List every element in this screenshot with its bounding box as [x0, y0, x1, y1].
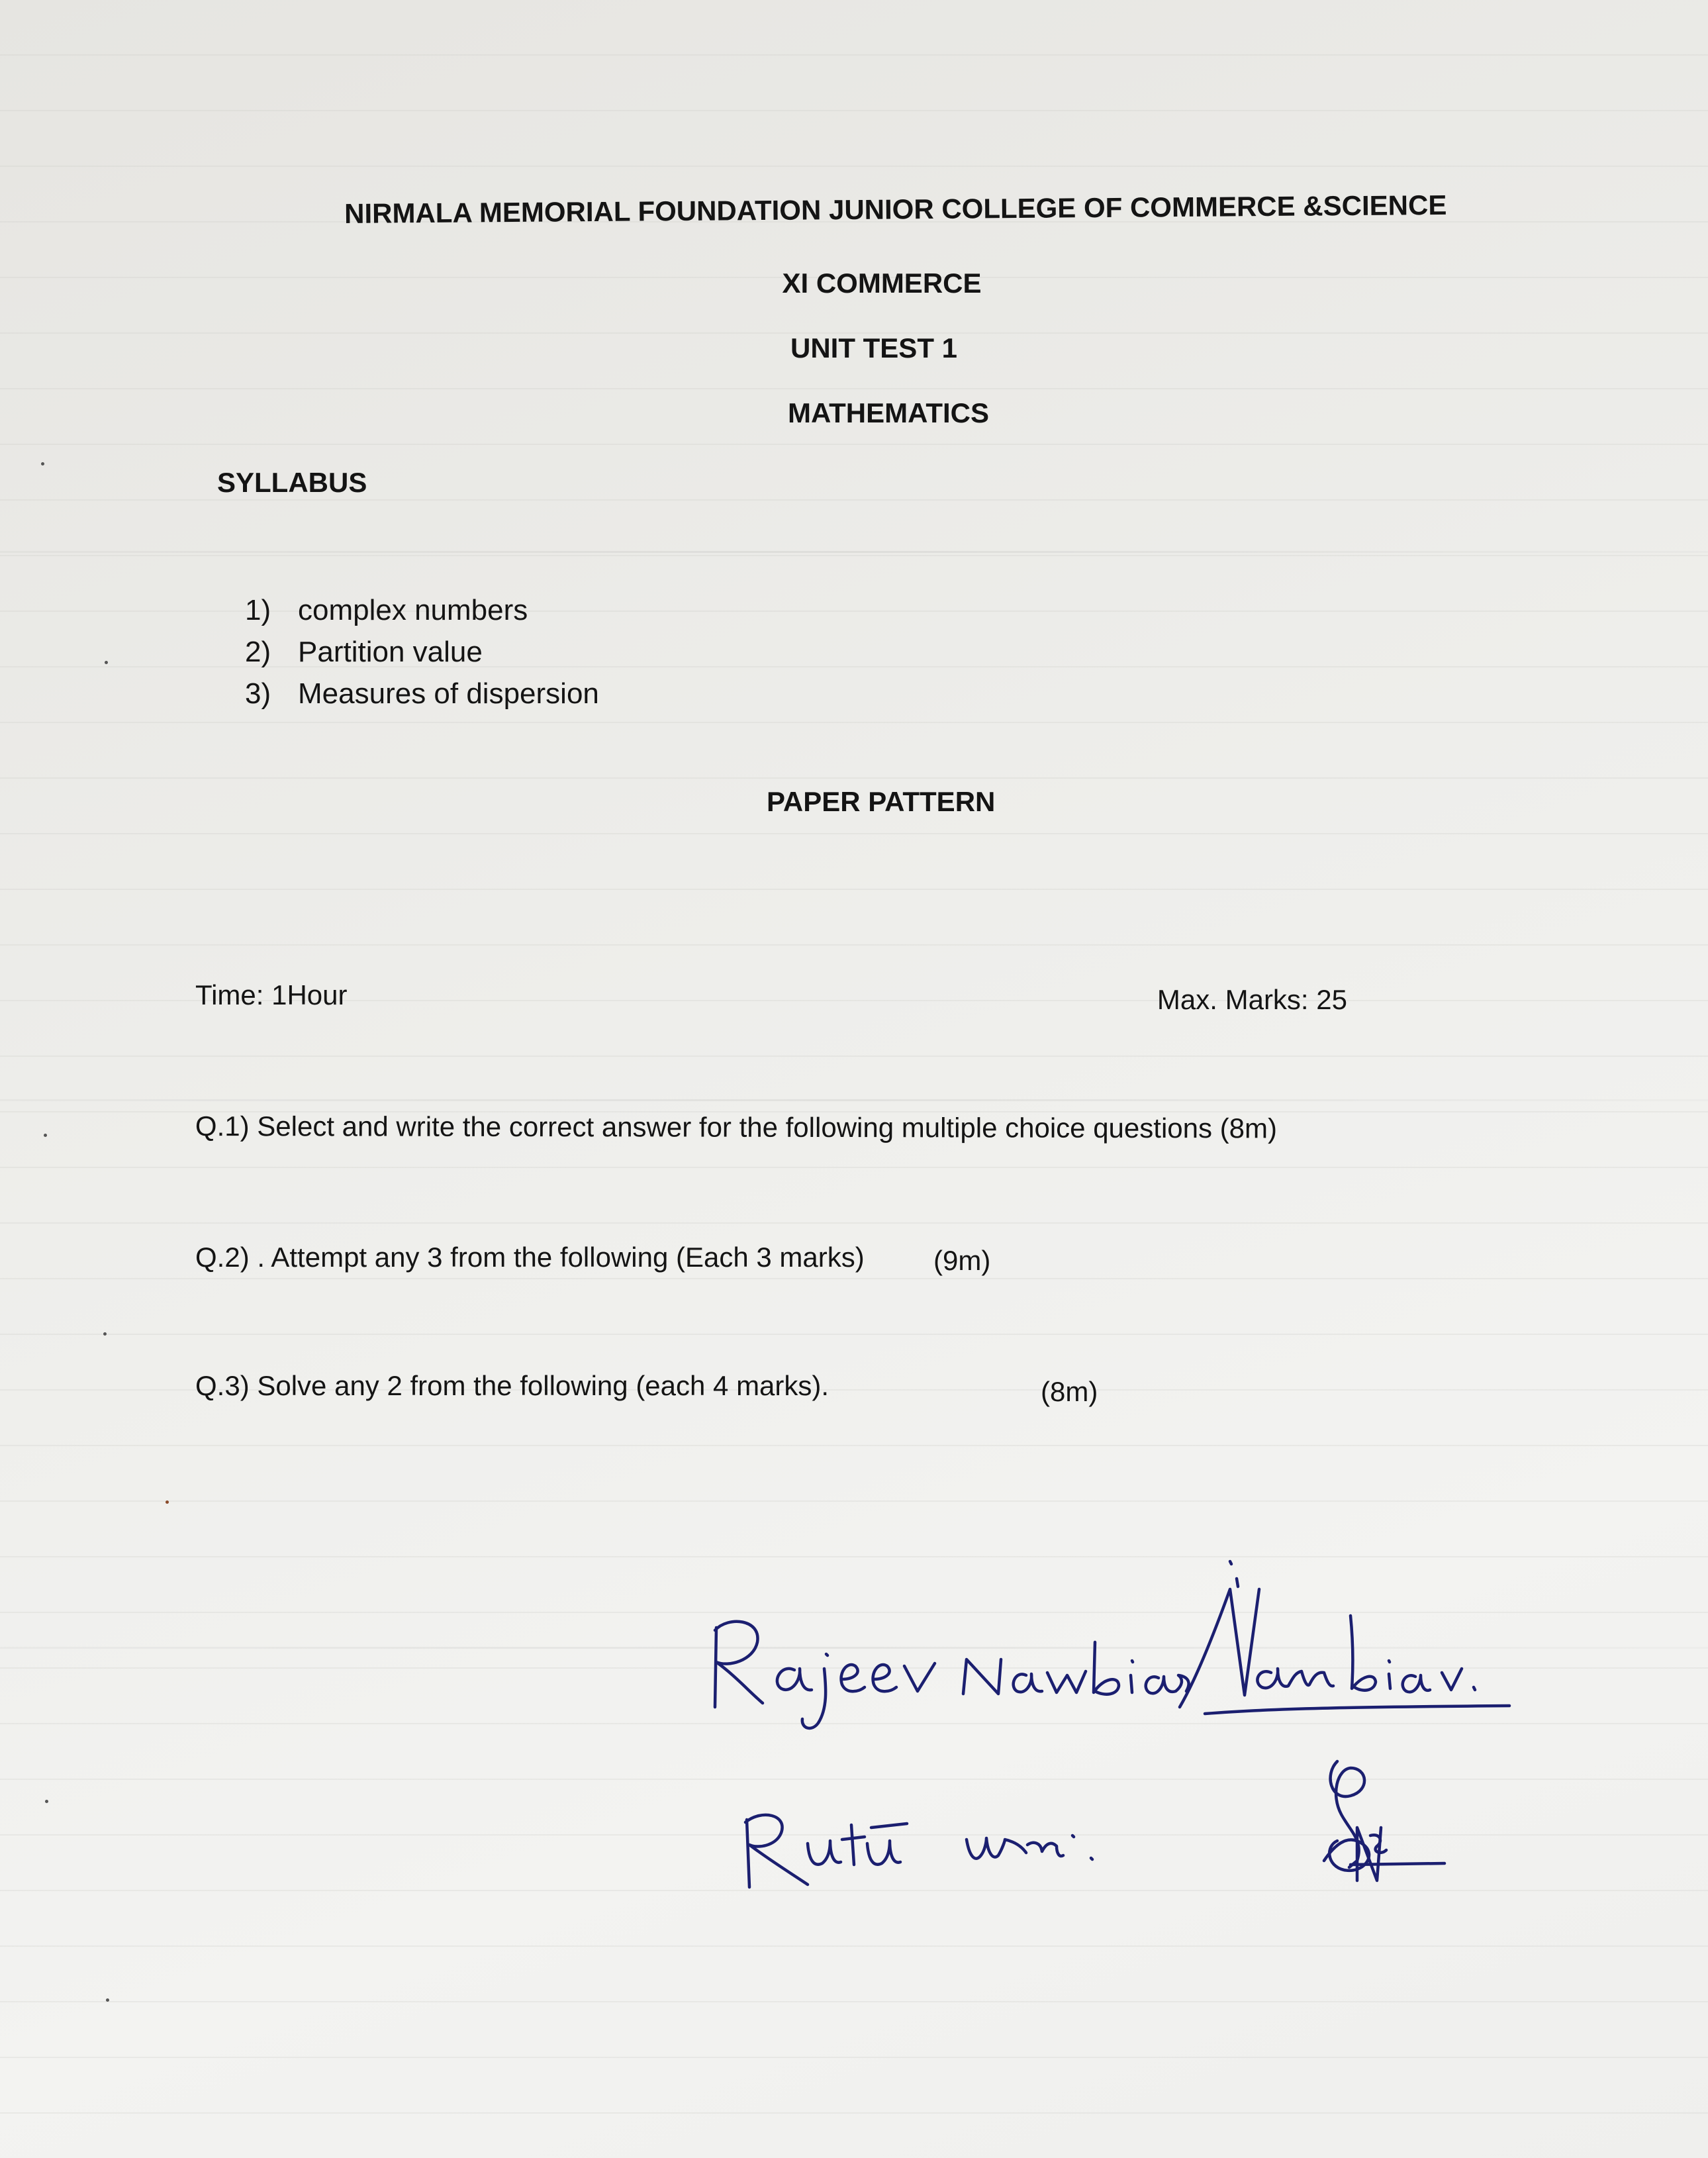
paper-speck: [44, 1134, 47, 1137]
max-marks-label: Max. Marks: 25: [1157, 984, 1347, 1015]
signature-dhuri: [1324, 1761, 1445, 1881]
question-3: Q.3) Solve any 2 from the following (each 4 marks).: [195, 1370, 830, 1401]
question-2: Q.2) . Attempt any 3 from the following (Each 3 marks): [195, 1242, 865, 1273]
college-name: NIRMALA MEMORIAL FOUNDATION JUNIOR COLLEGE OF COMMERCE &SCIENCE: [344, 189, 1447, 229]
syllabus-heading: SYLLABUS: [217, 467, 367, 498]
syllabus-item-number: 2): [245, 636, 271, 668]
paper-speck: [106, 1998, 109, 2002]
paper-fold-line: [0, 1099, 1708, 1101]
syllabus-list: [245, 589, 599, 714]
syllabus-item-number: 1): [245, 594, 271, 626]
paper-fold-line: [0, 551, 1708, 553]
question-1: Q.1) Select and write the correct answer for the following multiple choice questions (8m): [195, 1110, 1278, 1144]
syllabus-item-label: Partition value: [298, 636, 483, 668]
handwritten-name-rutu-dhuri: [745, 1815, 1092, 1887]
syllabus-item: [245, 631, 599, 673]
signature-block: [688, 1549, 1549, 1920]
paper-speck: [166, 1500, 169, 1504]
question-3-marks: (8m): [1041, 1376, 1098, 1407]
time-label: Time: 1Hour: [195, 979, 348, 1010]
paper-speck: [45, 1800, 48, 1803]
syllabus-item: [245, 589, 599, 631]
signature-nambiar: [1180, 1561, 1509, 1714]
paper-speck: [103, 1332, 107, 1336]
question-2-marks: (9m): [933, 1245, 991, 1276]
syllabus-item-label: complex numbers: [298, 594, 528, 626]
class-title: XI COMMERCE: [782, 268, 982, 299]
syllabus-item-number: 3): [245, 677, 271, 710]
subject-title: MATHEMATICS: [787, 397, 990, 428]
test-title: UNIT TEST 1: [790, 332, 958, 364]
syllabus-item: [245, 673, 599, 714]
syllabus-item-label: Measures of dispersion: [298, 677, 599, 710]
handwritten-name-rajeev-nambiar: [715, 1622, 1189, 1728]
paper-speck: [41, 462, 44, 466]
paper-speck: [105, 661, 108, 664]
paper-pattern-heading: PAPER PATTERN: [767, 786, 996, 817]
